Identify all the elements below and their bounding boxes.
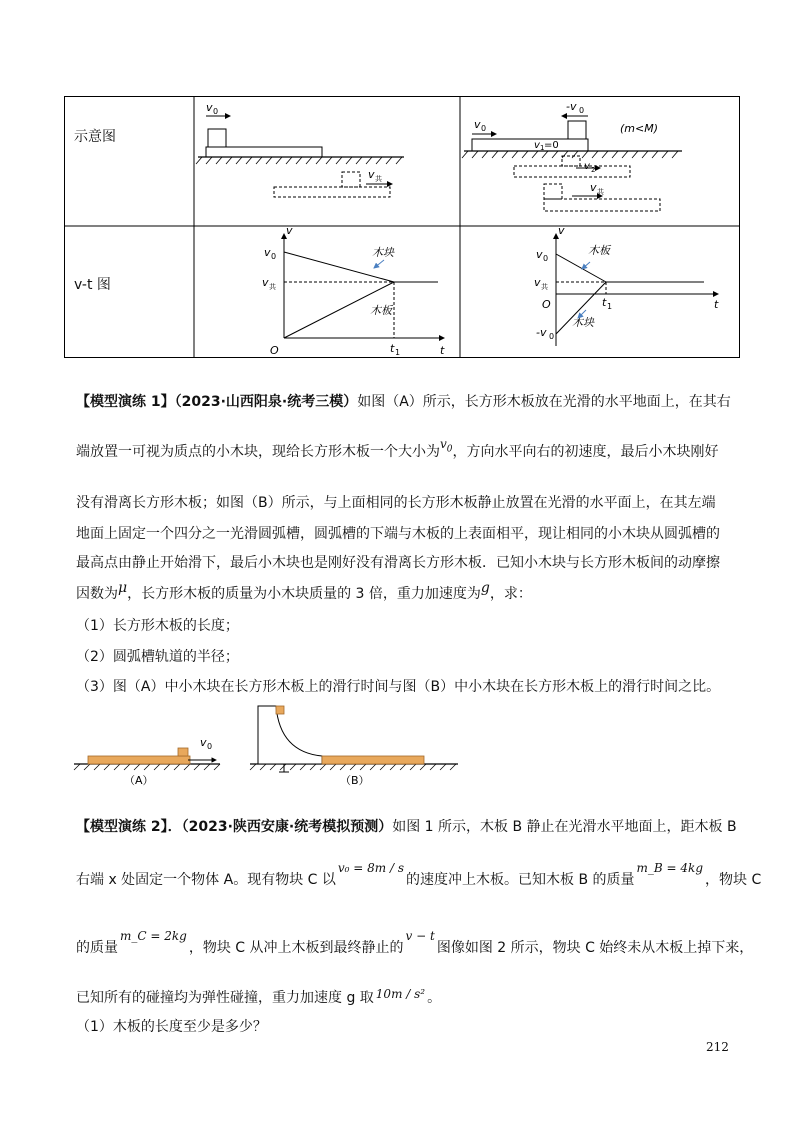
svg-text:v: v: [558, 226, 565, 237]
row-label-schematic: 示意图: [74, 129, 116, 145]
svg-text:v: v: [474, 118, 481, 131]
right-board-final: [544, 199, 660, 211]
left-board-final: [274, 187, 390, 197]
right-block-mid: [562, 156, 580, 166]
comparison-table: [64, 96, 740, 358]
figure-a: [74, 736, 220, 787]
svg-text:v: v: [534, 140, 540, 151]
svg-text:-v: -v: [566, 100, 577, 113]
svg-text:t: t: [440, 344, 445, 357]
svg-text:O: O: [542, 298, 551, 311]
page-number: 212: [706, 1040, 729, 1054]
problem1-figures: [70, 700, 470, 790]
figure-b: [250, 706, 458, 787]
svg-text:t: t: [390, 342, 395, 355]
figure-a-board: [88, 756, 190, 764]
svg-text:v: v: [534, 276, 541, 289]
svg-text:v: v: [368, 168, 375, 181]
right-block-final: [544, 184, 562, 199]
svg-text:共: 共: [597, 188, 604, 196]
problem2-question1: （1）木板的长度至少是多少？: [76, 1019, 267, 1035]
vt-graph-left: [194, 226, 460, 358]
problem2-source: （2023·陕西安康·统考模拟预测）: [181, 819, 393, 835]
problem1-source: （2023·山西阳泉·统考三模）: [174, 394, 358, 410]
problem1-line6: 因数为μ，长方形木板的质量为小木块质量的 3 倍，重力加速度为g，求：: [76, 580, 532, 602]
problem2-tag: 【模型演练 2】: [76, 819, 168, 835]
svg-text:=0: =0: [544, 140, 559, 151]
svg-text:v: v: [262, 276, 269, 289]
svg-text:v: v: [590, 181, 597, 194]
figure-b-label: （B）: [340, 774, 370, 787]
left-block-pointer: [374, 260, 384, 268]
svg-text:木块: 木块: [572, 316, 594, 329]
problem2-line4: 已知所有的碰撞均为弹性碰撞，重力加速度 g 取 10m / s² 。: [76, 987, 442, 1006]
svg-text:木板: 木板: [370, 304, 392, 317]
svg-text:v: v: [200, 736, 207, 749]
figure-b-arc-slot: [258, 706, 322, 764]
svg-text:t: t: [714, 298, 719, 311]
svg-text:0: 0: [207, 742, 213, 751]
svg-text:共: 共: [269, 283, 276, 291]
row-label-vt-graph: v-t 图: [74, 277, 111, 293]
figure-b-board: [322, 756, 424, 764]
svg-text:共: 共: [541, 283, 548, 291]
svg-text:1: 1: [607, 302, 613, 311]
left-block-final: [342, 172, 360, 187]
problem1-line1: 【模型演练 1】（2023·山西阳泉·统考三模）如图（A）所示，长方形木板放在光滑的水平地面上，在其右: [76, 394, 731, 410]
svg-text:0: 0: [271, 252, 277, 261]
problem1-line5: 最高点由静止开始滑下，最后小木块也是刚好没有滑离长方形木板．已知小木块与长方形木板间的动摩擦: [76, 555, 720, 571]
right-ground-hatch: [462, 151, 678, 158]
svg-text:(m<M): (m<M): [620, 122, 659, 135]
right-board-mid: [514, 166, 630, 177]
svg-text:v: v: [264, 246, 271, 259]
svg-text:0: 0: [579, 106, 585, 115]
problem1-question1: （1）长方形木板的长度；: [76, 618, 239, 634]
left-ground-hatch: [196, 157, 402, 164]
svg-text:2: 2: [591, 166, 596, 174]
figure-a-label: （A）: [124, 774, 154, 787]
left-v0-label: v: [206, 101, 213, 114]
problem1-line3: 没有滑离长方形木板；如图（B）所示，与上面相同的长方形木板静止放置在光滑的水平面上，在其左端: [76, 495, 716, 511]
svg-text:0: 0: [543, 254, 549, 263]
svg-text:1: 1: [395, 348, 401, 357]
schematic-right: [460, 96, 740, 226]
svg-text:0: 0: [549, 332, 555, 341]
svg-text:1: 1: [540, 144, 545, 152]
svg-text:t: t: [602, 296, 607, 309]
svg-text:0: 0: [481, 124, 487, 133]
problem2-line3: 的质量m_C = 2kg，物块 C 从冲上木板到最终静止的v − t图像如图 2 所示，物块 C 始终未从木板上掉下来，: [76, 929, 754, 956]
figure-a-block: [178, 748, 188, 756]
problem2-line2: 右端 x 处固定一个物体 A。现有物块 C 以v₀ = 8m / s的速度冲上木板。已知木板 B 的质量m_B = 4kg，物块 C: [76, 861, 762, 888]
vt-graph-right: [460, 226, 740, 358]
svg-text:木板: 木板: [588, 244, 610, 257]
svg-text:v: v: [536, 248, 543, 261]
svg-text:O: O: [270, 344, 279, 357]
problem1-question2: （2）圆弧槽轨道的半径；: [76, 649, 239, 665]
svg-text:-v: -v: [536, 326, 547, 339]
left-board: [206, 147, 322, 157]
svg-text:v: v: [286, 226, 293, 237]
problem1-line4: 地面上固定一个四分之一光滑圆弧槽，圆弧槽的下端与木板的上表面相平，现让相同的小木块从圆弧槽的: [76, 526, 720, 542]
left-block: [208, 129, 226, 147]
svg-text:共: 共: [375, 175, 382, 183]
right-board-pointer: [582, 262, 590, 269]
right-block: [568, 121, 586, 139]
problem1-tag: 【模型演练 1】: [76, 394, 175, 410]
svg-text:0: 0: [213, 107, 219, 116]
right-board-line: [556, 254, 606, 282]
problem1-question3: （3）图（A）中小木块在长方形木板上的滑行时间与图（B）中小木块在长方形木板上的滑行时间之比。: [76, 679, 721, 695]
right-board: [472, 139, 588, 151]
schematic-left: [194, 96, 460, 226]
svg-text:木块: 木块: [372, 246, 394, 259]
problem2-line1: 【模型演练 2】．（2023·陕西安康·统考模拟预测）如图 1 所示，木板 B 静止在光滑水平地面上，距木板 B: [76, 819, 737, 835]
svg-text:v: v: [584, 161, 590, 172]
figure-b-block: [276, 706, 284, 714]
problem1-line2: 端放置一可视为质点的小木块，现给长方形木板一个大小为$v_0$，方向水平向右的初速度，最后小木块刚好: [76, 437, 719, 460]
